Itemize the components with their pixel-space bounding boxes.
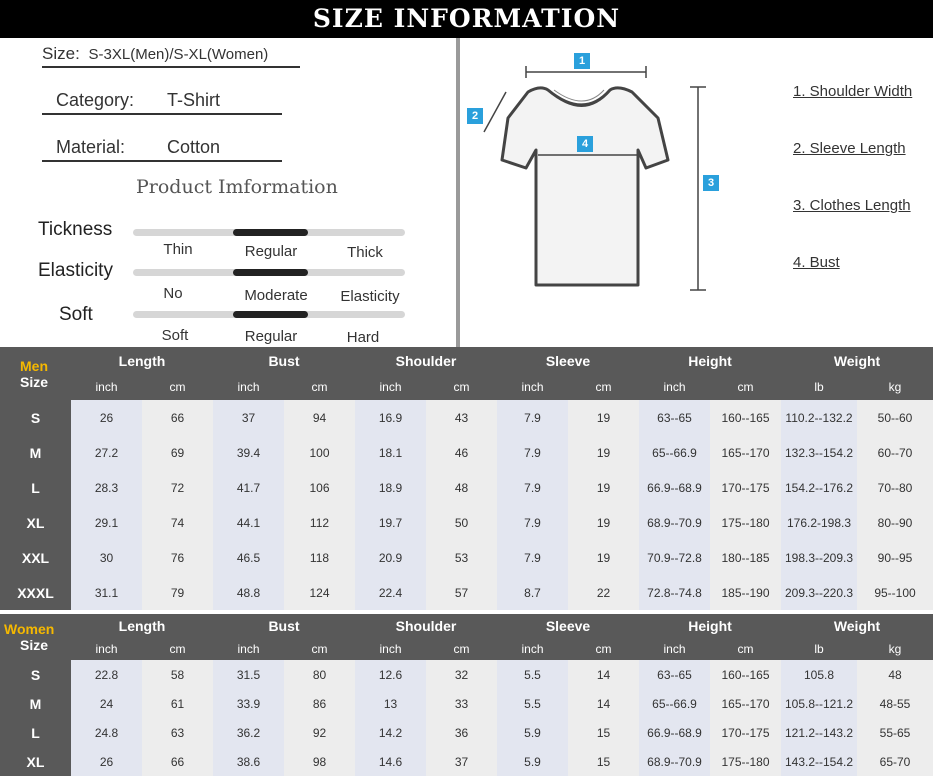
spec-size bbox=[42, 44, 300, 68]
table-cell: 24 bbox=[71, 689, 142, 718]
size-cell: S bbox=[0, 660, 71, 689]
women-group-header: Sleeve bbox=[497, 614, 639, 638]
men-group-header: Shoulder bbox=[355, 347, 497, 374]
table-cell: 79 bbox=[142, 575, 213, 610]
table-cell: 7.9 bbox=[497, 400, 568, 435]
table-cell: 68.9--70.9 bbox=[639, 505, 710, 540]
table-cell: 19 bbox=[568, 540, 639, 575]
table-cell: 37 bbox=[426, 747, 497, 776]
table-cell: 76 bbox=[142, 540, 213, 575]
table-cell: 18.9 bbox=[355, 470, 426, 505]
table-cell: 65--66.9 bbox=[639, 435, 710, 470]
table-cell: 61 bbox=[142, 689, 213, 718]
table-cell: 100 bbox=[284, 435, 355, 470]
attribute-option: No bbox=[163, 285, 183, 302]
table-cell: 16.9 bbox=[355, 400, 426, 435]
men-group-header: Height bbox=[639, 347, 781, 374]
product-info-title: Product Imformation bbox=[136, 176, 338, 198]
table-cell: 80--90 bbox=[857, 505, 933, 540]
men-unit-header: cm bbox=[568, 374, 639, 400]
table-cell: 165--170 bbox=[710, 435, 781, 470]
table-cell: 33.9 bbox=[213, 689, 284, 718]
table-cell: 46 bbox=[426, 435, 497, 470]
women-group-header: Weight bbox=[781, 614, 933, 638]
men-corner-cell bbox=[0, 347, 71, 400]
legend-sleeve-length: 2. Sleeve Length bbox=[793, 140, 906, 157]
attribute-name: Tickness bbox=[38, 219, 113, 240]
table-cell: 124 bbox=[284, 575, 355, 610]
table-cell: 7.9 bbox=[497, 505, 568, 540]
table-cell: 14 bbox=[568, 689, 639, 718]
table-cell: 5.9 bbox=[497, 718, 568, 747]
table-cell: 29.1 bbox=[71, 505, 142, 540]
attribute-scale-selected bbox=[233, 269, 308, 276]
table-cell: 26 bbox=[71, 400, 142, 435]
women-size-label: Size bbox=[20, 637, 49, 653]
table-cell: 48 bbox=[857, 660, 933, 689]
attribute-option: Thick bbox=[347, 244, 383, 261]
table-cell: 66.9--68.9 bbox=[639, 718, 710, 747]
table-row bbox=[0, 505, 933, 540]
men-group-header: Length bbox=[71, 347, 213, 374]
table-cell: 160--165 bbox=[710, 660, 781, 689]
tshirt-outline-icon bbox=[502, 88, 668, 285]
table-cell: 55-65 bbox=[857, 718, 933, 747]
table-cell: 185--190 bbox=[710, 575, 781, 610]
spec-size-label: Size: bbox=[42, 44, 80, 63]
table-row bbox=[0, 689, 933, 718]
table-cell: 160--165 bbox=[710, 400, 781, 435]
table-cell: 209.3--220.3 bbox=[781, 575, 857, 610]
men-unit-header: inch bbox=[639, 374, 710, 400]
table-cell: 118 bbox=[284, 540, 355, 575]
table-cell: 31.1 bbox=[71, 575, 142, 610]
table-cell: 110.2--132.2 bbox=[781, 400, 857, 435]
table-cell: 41.7 bbox=[213, 470, 284, 505]
table-cell: 92 bbox=[284, 718, 355, 747]
table-cell: 46.5 bbox=[213, 540, 284, 575]
women-unit-header: cm bbox=[710, 638, 781, 660]
table-cell: 105.8 bbox=[781, 660, 857, 689]
table-cell: 60--70 bbox=[857, 435, 933, 470]
spec-category-value: T-Shirt bbox=[167, 90, 221, 110]
table-cell: 50 bbox=[426, 505, 497, 540]
bust-tag: 4 bbox=[577, 136, 593, 152]
table-cell: 12.6 bbox=[355, 660, 426, 689]
men-unit-header: cm bbox=[710, 374, 781, 400]
men-size-table bbox=[0, 347, 933, 610]
table-row bbox=[0, 470, 933, 505]
table-cell: 5.5 bbox=[497, 660, 568, 689]
spec-material-value: Cotton bbox=[167, 137, 221, 157]
women-unit-header: lb bbox=[781, 638, 857, 660]
table-cell: 28.3 bbox=[71, 470, 142, 505]
table-cell: 170--175 bbox=[710, 470, 781, 505]
men-unit-header: kg bbox=[857, 374, 933, 400]
men-unit-header: inch bbox=[497, 374, 568, 400]
table-cell: 39.4 bbox=[213, 435, 284, 470]
table-cell: 198.3--209.3 bbox=[781, 540, 857, 575]
table-cell: 43 bbox=[426, 400, 497, 435]
table-cell: 22.8 bbox=[71, 660, 142, 689]
table-cell: 176.2-198.3 bbox=[781, 505, 857, 540]
men-unit-header: cm bbox=[284, 374, 355, 400]
women-size-table bbox=[0, 614, 933, 776]
table-cell: 7.9 bbox=[497, 435, 568, 470]
size-cell: M bbox=[0, 689, 71, 718]
table-cell: 13 bbox=[355, 689, 426, 718]
table-cell: 8.7 bbox=[497, 575, 568, 610]
table-cell: 106 bbox=[284, 470, 355, 505]
table-row bbox=[0, 660, 933, 689]
table-cell: 175--180 bbox=[710, 505, 781, 540]
table-cell: 19 bbox=[568, 470, 639, 505]
table-cell: 69 bbox=[142, 435, 213, 470]
table-cell: 68.9--70.9 bbox=[639, 747, 710, 776]
table-cell: 105.8--121.2 bbox=[781, 689, 857, 718]
table-cell: 132.3--154.2 bbox=[781, 435, 857, 470]
attribute-option: Hard bbox=[346, 329, 380, 346]
table-cell: 24.8 bbox=[71, 718, 142, 747]
women-unit-header: inch bbox=[213, 638, 284, 660]
table-cell: 30 bbox=[71, 540, 142, 575]
table-cell: 22.4 bbox=[355, 575, 426, 610]
women-unit-header: inch bbox=[355, 638, 426, 660]
men-unit-header: lb bbox=[781, 374, 857, 400]
size-cell: XXXL bbox=[0, 575, 71, 610]
attribute-option: Elasticity bbox=[340, 288, 400, 305]
table-cell: 48-55 bbox=[857, 689, 933, 718]
attribute-scale bbox=[133, 229, 405, 236]
table-row bbox=[0, 718, 933, 747]
table-cell: 22 bbox=[568, 575, 639, 610]
women-group-header: Length bbox=[71, 614, 213, 638]
table-cell: 5.5 bbox=[497, 689, 568, 718]
table-cell: 15 bbox=[568, 747, 639, 776]
sleeve-length-tag: 2 bbox=[467, 108, 483, 124]
table-cell: 37 bbox=[213, 400, 284, 435]
attribute-scale bbox=[133, 269, 405, 276]
men-size-label: Size bbox=[20, 373, 49, 390]
table-cell: 165--170 bbox=[710, 689, 781, 718]
table-cell: 33 bbox=[426, 689, 497, 718]
attribute-option: Soft bbox=[161, 327, 189, 344]
table-cell: 53 bbox=[426, 540, 497, 575]
banner-title: SIZE INFORMATION bbox=[0, 0, 933, 38]
table-cell: 143.2--154.2 bbox=[781, 747, 857, 776]
table-cell: 20.9 bbox=[355, 540, 426, 575]
table-cell: 19 bbox=[568, 400, 639, 435]
table-row bbox=[0, 575, 933, 610]
table-cell: 36 bbox=[426, 718, 497, 747]
table-cell: 63--65 bbox=[639, 400, 710, 435]
table-cell: 63 bbox=[142, 718, 213, 747]
legend-shoulder-width: 1. Shoulder Width bbox=[793, 83, 913, 100]
attribute-scale-selected bbox=[233, 311, 308, 318]
men-unit-header: inch bbox=[71, 374, 142, 400]
men-table-title: Men bbox=[20, 357, 48, 374]
spec-material-label: Material: bbox=[56, 137, 126, 157]
table-cell: 58 bbox=[142, 660, 213, 689]
table-cell: 63--65 bbox=[639, 660, 710, 689]
table-cell: 15 bbox=[568, 718, 639, 747]
table-cell: 36.2 bbox=[213, 718, 284, 747]
table-cell: 154.2--176.2 bbox=[781, 470, 857, 505]
size-cell: S bbox=[0, 400, 71, 435]
table-cell: 121.2--143.2 bbox=[781, 718, 857, 747]
table-cell: 72 bbox=[142, 470, 213, 505]
legend-clothes-length: 3. Clothes Length bbox=[793, 197, 911, 214]
table-cell: 74 bbox=[142, 505, 213, 540]
size-cell: XXL bbox=[0, 540, 71, 575]
women-unit-header: inch bbox=[639, 638, 710, 660]
women-group-header: Height bbox=[639, 614, 781, 638]
table-cell: 19 bbox=[568, 505, 639, 540]
table-cell: 90--95 bbox=[857, 540, 933, 575]
table-cell: 32 bbox=[426, 660, 497, 689]
table-cell: 70.9--72.8 bbox=[639, 540, 710, 575]
table-cell: 170--175 bbox=[710, 718, 781, 747]
table-cell: 26 bbox=[71, 747, 142, 776]
men-unit-header: inch bbox=[355, 374, 426, 400]
size-cell: XL bbox=[0, 747, 71, 776]
table-cell: 175--180 bbox=[710, 747, 781, 776]
table-cell: 95--100 bbox=[857, 575, 933, 610]
table-cell: 50--60 bbox=[857, 400, 933, 435]
women-unit-header: inch bbox=[497, 638, 568, 660]
table-cell: 44.1 bbox=[213, 505, 284, 540]
men-group-header: Sleeve bbox=[497, 347, 639, 374]
women-group-header: Shoulder bbox=[355, 614, 497, 638]
size-cell: L bbox=[0, 470, 71, 505]
table-cell: 86 bbox=[284, 689, 355, 718]
women-unit-header: cm bbox=[142, 638, 213, 660]
women-unit-header: kg bbox=[857, 638, 933, 660]
table-cell: 98 bbox=[284, 747, 355, 776]
table-cell: 19.7 bbox=[355, 505, 426, 540]
size-cell: XL bbox=[0, 505, 71, 540]
shoulder-width-tag: 1 bbox=[574, 53, 590, 69]
table-cell: 7.9 bbox=[497, 540, 568, 575]
table-row bbox=[0, 400, 933, 435]
table-cell: 65-70 bbox=[857, 747, 933, 776]
table-cell: 112 bbox=[284, 505, 355, 540]
table-cell: 14 bbox=[568, 660, 639, 689]
table-cell: 80 bbox=[284, 660, 355, 689]
women-group-header: Bust bbox=[213, 614, 355, 638]
attribute-option: Regular bbox=[244, 243, 298, 260]
women-unit-header: inch bbox=[71, 638, 142, 660]
table-cell: 7.9 bbox=[497, 470, 568, 505]
table-row bbox=[0, 435, 933, 470]
women-unit-header: cm bbox=[284, 638, 355, 660]
table-cell: 27.2 bbox=[71, 435, 142, 470]
spec-category-label: Category: bbox=[56, 90, 135, 110]
legend-bust: 4. Bust bbox=[793, 254, 840, 271]
men-unit-header: cm bbox=[426, 374, 497, 400]
table-row bbox=[0, 747, 933, 776]
table-cell: 14.2 bbox=[355, 718, 426, 747]
table-cell: 66.9--68.9 bbox=[639, 470, 710, 505]
table-cell: 48.8 bbox=[213, 575, 284, 610]
table-cell: 180--185 bbox=[710, 540, 781, 575]
table-cell: 65--66.9 bbox=[639, 689, 710, 718]
table-cell: 31.5 bbox=[213, 660, 284, 689]
table-cell: 66 bbox=[142, 747, 213, 776]
attribute-name: Elasticity bbox=[38, 260, 113, 281]
spec-size-value: S-3XL(Men)/S-XL(Women) bbox=[88, 46, 269, 63]
men-unit-header: cm bbox=[142, 374, 213, 400]
men-group-header: Weight bbox=[781, 347, 933, 374]
size-cell: L bbox=[0, 718, 71, 747]
women-unit-header: cm bbox=[568, 638, 639, 660]
spec-category bbox=[42, 90, 282, 115]
table-cell: 66 bbox=[142, 400, 213, 435]
men-group-header: Bust bbox=[213, 347, 355, 374]
table-cell: 19 bbox=[568, 435, 639, 470]
men-unit-header: inch bbox=[213, 374, 284, 400]
size-cell: M bbox=[0, 435, 71, 470]
women-corner-cell bbox=[0, 614, 71, 660]
attribute-option: Thin bbox=[163, 241, 193, 258]
women-unit-header: cm bbox=[426, 638, 497, 660]
table-cell: 57 bbox=[426, 575, 497, 610]
clothes-length-tag: 3 bbox=[703, 175, 719, 191]
attribute-option: Moderate bbox=[244, 287, 308, 304]
table-cell: 14.6 bbox=[355, 747, 426, 776]
spec-material bbox=[42, 137, 282, 162]
table-cell: 18.1 bbox=[355, 435, 426, 470]
table-cell: 38.6 bbox=[213, 747, 284, 776]
attribute-name: Soft bbox=[59, 304, 93, 325]
table-cell: 94 bbox=[284, 400, 355, 435]
women-table-title: Women bbox=[4, 621, 55, 637]
attribute-option: Regular bbox=[244, 328, 298, 345]
table-cell: 5.9 bbox=[497, 747, 568, 776]
attribute-scale-selected bbox=[233, 229, 308, 236]
table-row bbox=[0, 540, 933, 575]
table-cell: 70--80 bbox=[857, 470, 933, 505]
table-cell: 72.8--74.8 bbox=[639, 575, 710, 610]
table-cell: 48 bbox=[426, 470, 497, 505]
attribute-scale bbox=[133, 311, 405, 318]
